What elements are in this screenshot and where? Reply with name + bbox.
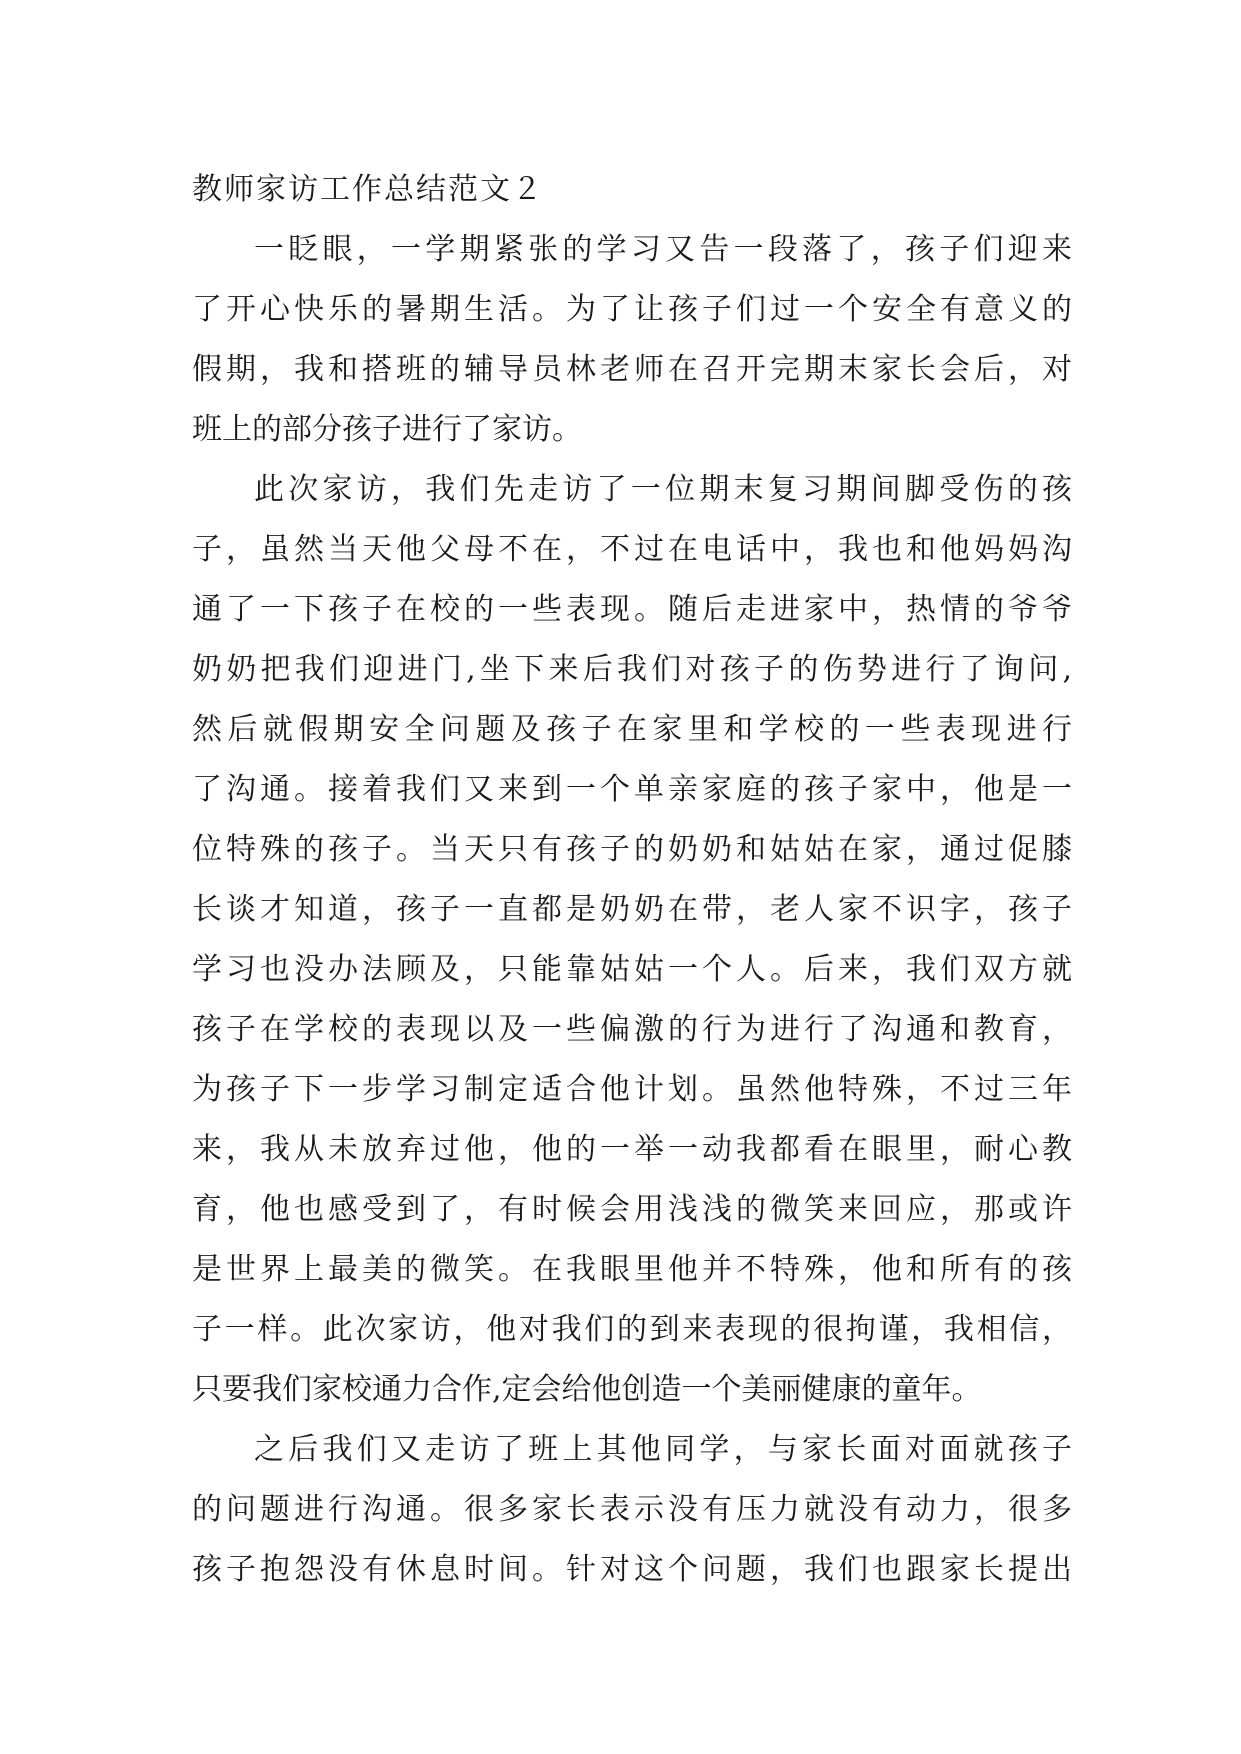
paragraph-3-line-3: 孩子抱怨没有休息时间。针对这个问题，我们也跟家长提出 xyxy=(192,1552,1072,1587)
paragraph-2-line-11: 为孩子下一步学习制定适合他计划。虽然他特殊，不过三年 xyxy=(192,1072,1072,1107)
paragraph-3-line-1: 之后我们又走访了班上其他同学，与家长面对面就孩子 xyxy=(254,1432,1072,1467)
paragraph-2-line-12: 来，我从未放弃过他，他的一举一动我都看在眼里，耐心教 xyxy=(192,1132,1072,1167)
paragraph-2-line-16: 只要我们家校通力合作,定会给他创造一个美丽健康的童年。 xyxy=(192,1372,982,1407)
paragraph-2-line-4: 奶奶把我们迎进门,坐下来后我们对孩子的伤势进行了询问, xyxy=(192,652,1072,687)
document-title: 教师家访工作总结范文２ xyxy=(192,172,544,207)
paragraph-2-line-13: 育，他也感受到了，有时候会用浅浅的微笑来回应，那或许 xyxy=(192,1192,1072,1227)
paragraph-2-line-14: 是世界上最美的微笑。在我眼里他并不特殊，他和所有的孩 xyxy=(192,1252,1072,1287)
paragraph-1-line-4: 班上的部分孩子进行了家访。 xyxy=(192,412,582,447)
paragraph-2-line-1: 此次家访，我们先走访了一位期末复习期间脚受伤的孩 xyxy=(254,472,1072,507)
paragraph-2-line-8: 长谈才知道，孩子一直都是奶奶在带，老人家不识字，孩子 xyxy=(192,892,1072,927)
paragraph-1-line-3: 假期，我和搭班的辅导员林老师在召开完期末家长会后，对 xyxy=(192,352,1072,387)
paragraph-2-line-3: 通了一下孩子在校的一些表现。随后走进家中，热情的爷爷 xyxy=(192,592,1072,627)
paragraph-1-line-2: 了开心快乐的暑期生活。为了让孩子们过一个安全有意义的 xyxy=(192,292,1072,327)
paragraph-2-line-5: 然后就假期安全问题及孩子在家里和学校的一些表现进行 xyxy=(192,712,1072,747)
paragraph-2-line-7: 位特殊的孩子。当天只有孩子的奶奶和姑姑在家，通过促膝 xyxy=(192,832,1072,867)
paragraph-3-line-2: 的问题进行沟通。很多家长表示没有压力就没有动力，很多 xyxy=(192,1492,1072,1527)
paragraph-2-line-9: 学习也没办法顾及，只能靠姑姑一个人。后来，我们双方就 xyxy=(192,952,1072,987)
paragraph-2-line-2: 子，虽然当天他父母不在，不过在电话中，我也和他妈妈沟 xyxy=(192,532,1072,567)
paragraph-2-line-10: 孩子在学校的表现以及一些偏激的行为进行了沟通和教育， xyxy=(192,1012,1072,1047)
paragraph-2-line-15: 子一样。此次家访，他对我们的到来表现的很拘谨，我相信， xyxy=(192,1312,1072,1347)
paragraph-2-line-6: 了沟通。接着我们又来到一个单亲家庭的孩子家中，他是一 xyxy=(192,772,1072,807)
paragraph-1-line-1: 一眨眼，一学期紧张的学习又告一段落了，孩子们迎来 xyxy=(254,232,1072,267)
